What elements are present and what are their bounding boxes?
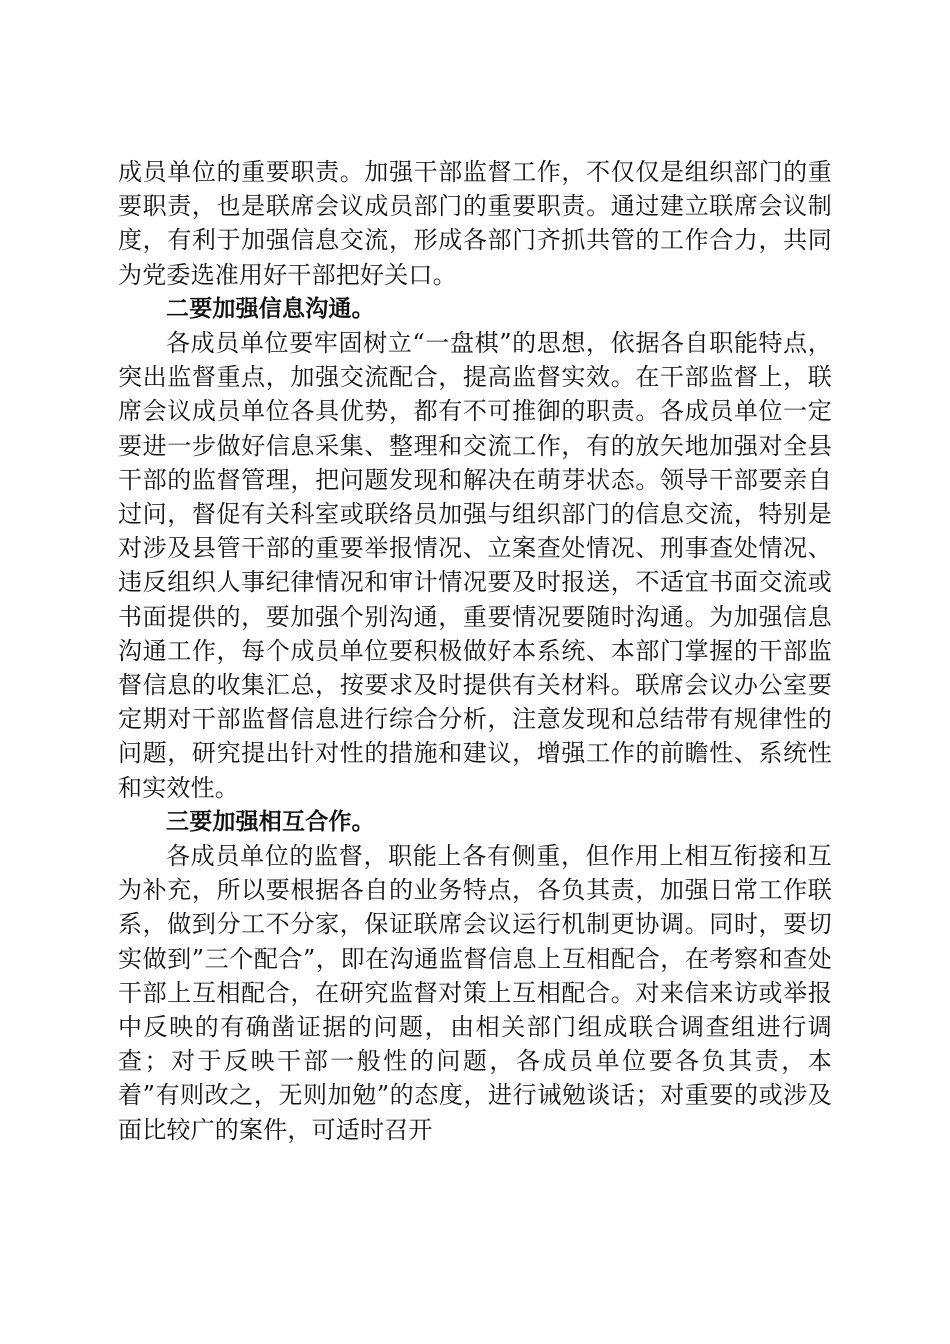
paragraph-info-communication: 各成员单位要牢固树立“一盘棋”的思想，依据各自职能特点，突出监督重点，加强交流配合，提高监督实效。在干部监督上，联席会议成员单位各具优势，都有不可推御的职责。各成员单位一定要进一步做好信息采集、整理和交流工作，有的放矢地加强对全县干部的监督管理，把问题发现和解决在萌芽状态。领导干部要亲自过问，督促有关科室或联络员加强与组织部门的信息交流，特别是对涉及县管干部的重要举报情况、立案查处情况、刑事查处情况、违反组织人事纪律情况和审计情况要及时报送，不适宜书面交流或书面提供的，要加强个别沟通，重要情况要随时沟通。为加强信息沟通工作，每个成员单位要积极做好本系统、本部门掌握的干部监督信息的收集汇总，按要求及时提供有关材料。联席会议办公室要定期对干部监督信息进行综合分析，注意发现和总结带有规律性的问题，研究提出针对性的措施和建议，增强工作的前瞻性、系统性和实效性。: [118, 329, 832, 802]
document-body: [118, 155, 832, 1147]
section-heading-3: 三要加强相互合作。: [166, 808, 375, 835]
paragraph-mutual-cooperation: 各成员单位的监督，职能上各有侧重，但作用上相互衔接和互为补充，所以要根据各自的业务特点，各负其责，加强日常工作联系，做到分工不分家，保证联席会议运行机制更协调。同时，要切实做到”三个配合”，即在沟通监督信息上互相配合，在考察和查处干部上互相配合，在研究监督对策上互相配合。对来信来访或举报中反映的有确凿证据的问题，由相关部门组成联合调查组进行调查；对于反映干部一般性的问题，各成员单位要各负其责，本着”有则改之，无则加勉”的态度，进行诫勉谈话；对重要的或涉及面比较广的案件，可适时召开: [118, 842, 832, 1144]
paragraph-continued: 成员单位的重要职责。加强干部监督工作，不仅仅是组织部门的重要职责，也是联席会议成员部门的重要职责。通过建立联席会议制度，有利于加强信息交流，形成各部门齐抓共管的工作合力，共同为党委选准用好干部把好关口。: [118, 158, 832, 289]
section-heading-2: 二要加强信息沟通。: [166, 295, 375, 322]
